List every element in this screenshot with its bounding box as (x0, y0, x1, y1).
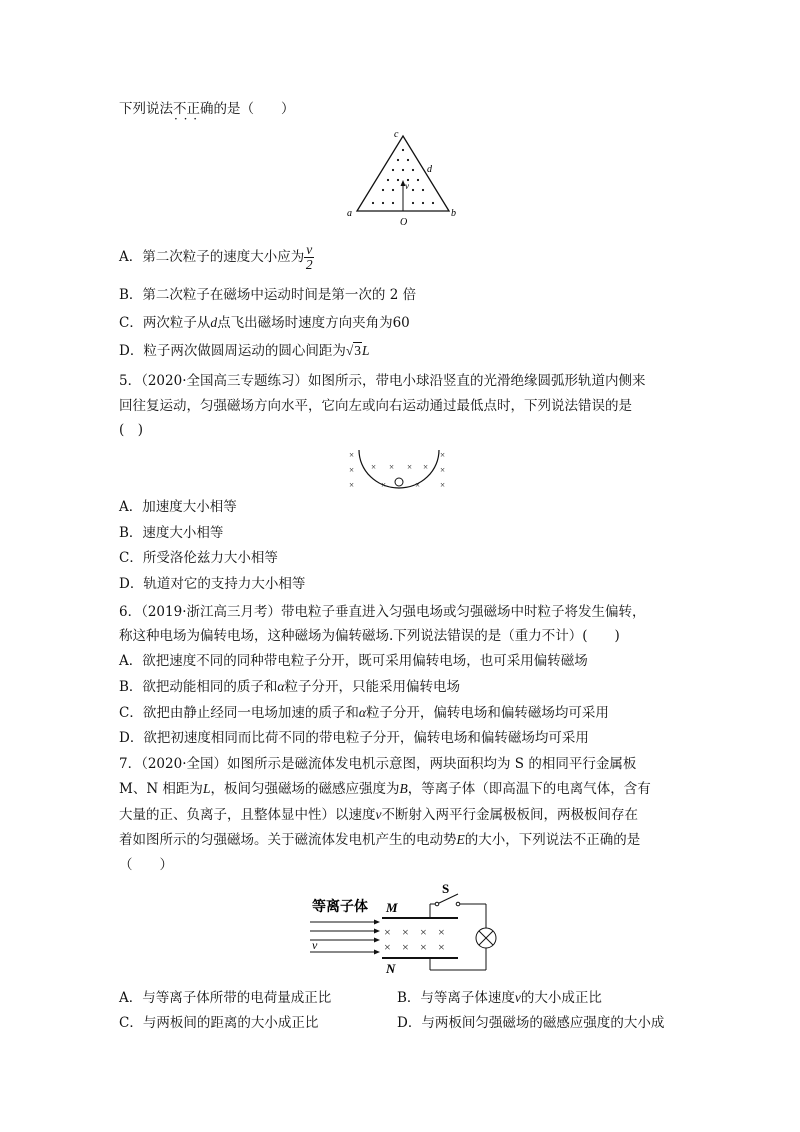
svg-text:×: × (349, 465, 355, 475)
q5-option-d: D．轨道对它的支持力大小相等 (119, 576, 306, 592)
label-a: a (347, 208, 352, 219)
q6-option-c: C．欲把由静止经同一电场加速的质子和α粒子分开，偏转电场和偏转磁场均可采用 (119, 705, 609, 721)
svg-text:×: × (384, 940, 391, 954)
svg-text:×: × (415, 480, 421, 490)
q7-stem-line3: 大量的正、负离子，且整体显中性）以速度v不断射入两平行金属极板间，两极板间存在 (119, 807, 638, 823)
svg-text:×: × (420, 925, 427, 939)
sqrt-3: √3 (345, 343, 361, 358)
q7-option-d: D．与两板间匀强磁场的磁感应强度的大小成 (397, 1015, 665, 1031)
q5-stem-line2: 回往复运动，匀强磁场方向水平，它向左或向右运动通过最低点时，下列说法错误的是 (119, 398, 632, 414)
svg-text:×: × (402, 940, 409, 954)
q7-option-c: C．与两板间的距离的大小成正比 (119, 1015, 319, 1031)
q5-option-c: C．所受洛伦兹力大小相等 (119, 550, 278, 566)
q7-stem-line4: 着如图所示的匀强磁场。关于磁流体发电机产生的电动势E的大小，下列说法不正确的是 (119, 832, 641, 848)
q6-stem-line2: 称这种电场为偏转电场，这种磁场为偏转磁场.下列说法错误的是（重力不计）( ) (119, 628, 620, 644)
q7-stem-line2: M、N 相距为L，板间匀强磁场的磁感应强度为B，等离子体（即高温下的电离气体，含有 (119, 781, 651, 797)
svg-text:×: × (389, 462, 395, 472)
q4-stem: 下列说法不正确 · · ·的是（ ） (119, 100, 295, 118)
label-v: v (405, 181, 409, 191)
svg-text:×: × (438, 925, 445, 939)
arc-track-figure (345, 448, 455, 494)
label-m: M (386, 900, 398, 915)
label-v: v (312, 938, 318, 952)
label-plasma: 等离子体 (312, 900, 368, 915)
svg-text:×: × (420, 940, 427, 954)
q6-option-b: B．欲把动能相同的质子和α粒子分开，只能采用偏转电场 (119, 679, 461, 695)
label-d: d (427, 164, 432, 175)
q5-option-b: B．速度大小相等 (119, 525, 224, 541)
q4-option-c: C．两次粒子从d点飞出磁场时速度方向夹角为60 (119, 315, 410, 331)
q7-option-b: B．与等离子体速度v的大小成正比 (397, 990, 602, 1006)
svg-text:×: × (423, 462, 429, 472)
label-n: N (386, 961, 396, 976)
q4-option-b: B．第二次粒子在磁场中运动时间是第一次的 2 倍 (119, 287, 417, 303)
svg-text:×: × (438, 940, 445, 954)
emphasis-dots: 不正确 · · · (173, 101, 214, 117)
triangle-field-figure (345, 128, 465, 228)
svg-text:×: × (371, 462, 377, 472)
fraction-v-over-2: $\frac{v}{2}$ (305, 242, 313, 272)
svg-text:×: × (440, 480, 446, 490)
svg-text:×: × (440, 465, 446, 475)
q6-option-d: D．欲把初速度相同而比荷不同的带电粒子分开，偏转电场和偏转磁场均可采用 (119, 730, 589, 746)
mhd-generator-figure (300, 878, 510, 978)
label-c: c (394, 129, 399, 140)
svg-text:×: × (381, 480, 387, 490)
q4-option-a: A．第二次粒子的速度大小应为 $\frac{v}{2}$ (119, 242, 313, 272)
q4-option-d: D．粒子两次做圆周运动的圆心间距为√3L (119, 343, 370, 359)
q6-stem-line1: 6．（2019·浙江高三月考）带电粒子垂直进入匀强电场或匀强磁场中时粒子将发生偏转， (119, 604, 646, 620)
svg-text:×: × (384, 925, 391, 939)
svg-text:×: × (349, 450, 355, 460)
q5-option-a: A．加速度大小相等 (119, 499, 237, 515)
q7-stem-line1: 7．（2020·全国）如图所示是磁流体发电机示意图，两块面积均为 S 的相同平行金属板 (119, 756, 637, 772)
label-b: b (451, 208, 456, 219)
svg-text:×: × (440, 450, 446, 460)
svg-text:×: × (407, 462, 413, 472)
label-o: O (400, 217, 408, 228)
svg-text:×: × (402, 925, 409, 939)
q7-stem-line5: （ ） (119, 857, 173, 873)
q7-option-a: A．与等离子体所带的电荷量成正比 (119, 990, 332, 1006)
q5-stem-line1: 5．（2020·全国高三专题练习）如图所示，带电小球沿竖直的光滑绝缘圆弧形轨道内侧来 (119, 373, 646, 389)
q6-option-a: A．欲把速度不同的同种带电粒子分开，既可采用偏转电场，也可采用偏转磁场 (119, 653, 588, 669)
label-s: S (442, 881, 450, 896)
svg-text:×: × (349, 480, 355, 490)
q5-stem-line3: ( ) (119, 422, 144, 438)
